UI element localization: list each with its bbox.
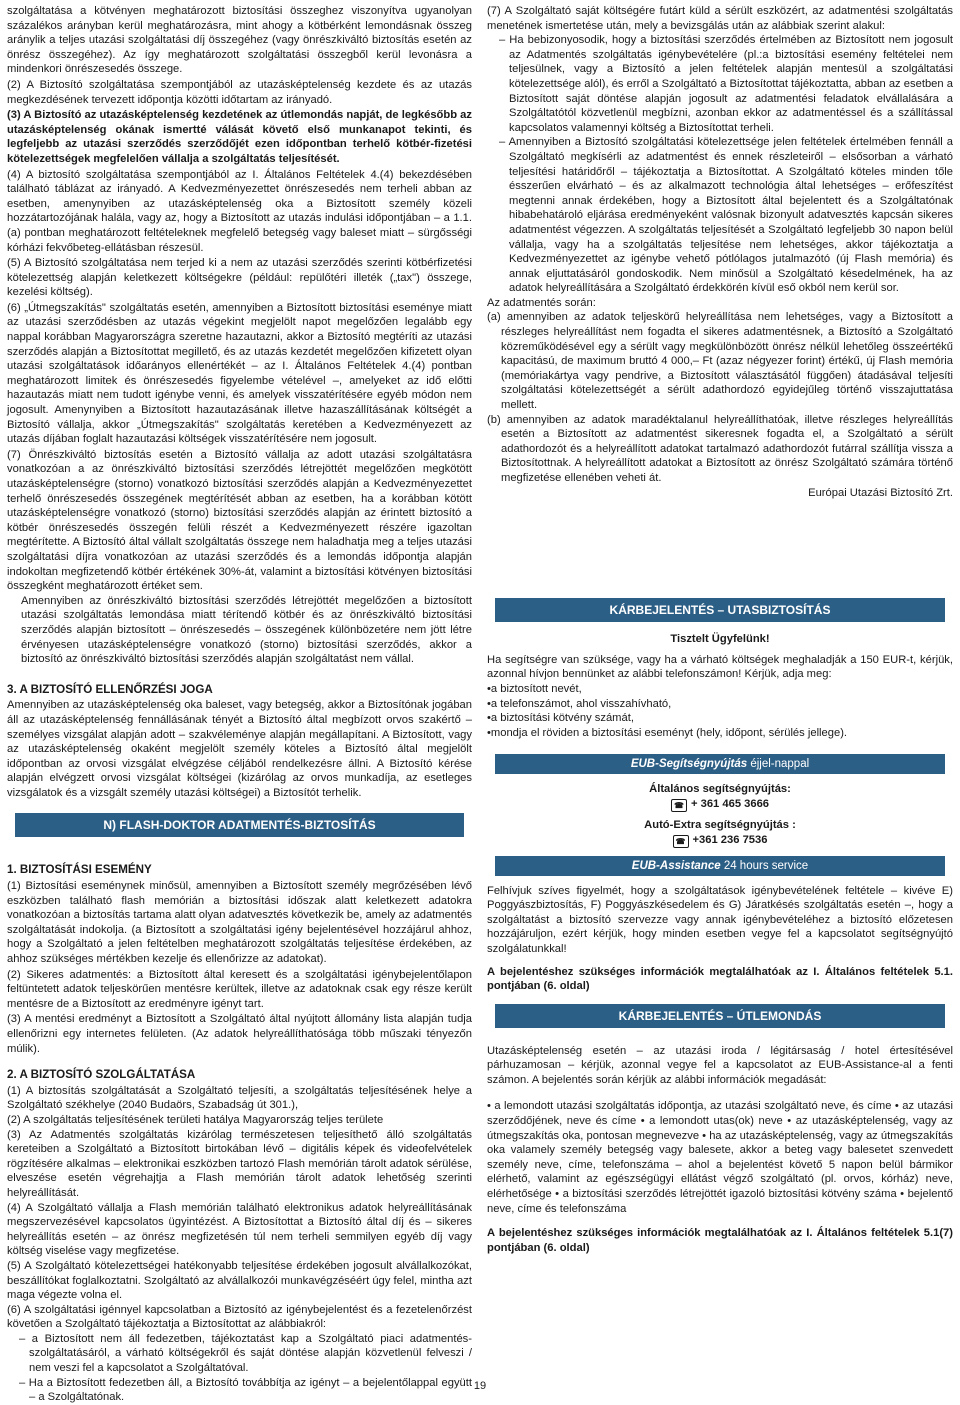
company-signature: Európai Utazási Biztosító Zrt. [808,486,953,499]
warning-paragraph: Felhívjuk szíves figyelmét, hogy a szolgáltatások igénybevételének feltétele – kivéve E) Poggyászbiztosítás, F) Poggyászkésedelem és G) Járatkésés szolgáltatás esetén –, hogy a szolgáltatást a biztosító szervezze vagy annak igénybevételéhez a biztosító előzetesen hozzájáruljon, ezért kérjük, hogy minden esetben vegye fel a kapcsolatot segítségnyújtó szolgálatunkkal! [487,884,953,955]
info-list [487,682,953,740]
paragraph: (3) A mentési eredményt a Biztosított a Szolgáltató által nyújtott állomány lista alapján tudja ellenőrizni egy internetes felületen. (Az adatok helyreállíthatósága több műszaki tényezőn múlik). [7,1013,472,1055]
right-column [487,4,953,1255]
info-list: • a lemondott utazási szolgáltatás időpontja, az utazási szolgáltató neve, és címe • az utazási szerződőjének, neve és címe • a lemondott utas(ok) neve • az utazásképtelenség, vagy az útmegszakítás oka, pontosan megnevezve • ha az utazásképtelenség, vagy az útmegszakítás oka valamely személy betegség vagy balesete, akkor a beteg vagy balesetet szenvedett személy neve, címe, telefonszáma – ahol a bejelentést követő 5 napon belül bármikor elérhető, valamint az egészségügyi ellátást végző szolgáltató (pl. orvos, kórház) neve, elérhetősége • a biztosítási szerződés létrejöttét igazoló biztosítási kötvény száma • bejelentő neve, címe és telefonszáma [487,1100,953,1215]
info-reference: A bejelentéshez szükséges információk megtalálhatóak az I. Általános feltételek 5.1. pontjában (6. oldal) [487,965,953,993]
paragraph: Ha segítségre van szüksége, vagy ha a várható költségek meghaladják a 150 EUR-t, kérjük, azonnal hívjon bennünket az alábbi telefonszámon! Kérjük, adja meg: [487,653,953,681]
left-column [7,4,472,1405]
section-banner: N) FLASH-DOKTOR ADATMENTÉS-BIZTOSÍTÁS [15,813,464,837]
paragraph: (5) A Szolgáltató kötelezettségei hatékonyabb teljesítése érdekében jogosult alvállalkozókat, beszállítókat foglalkoztatni. Szolgáltató az alvállalkozói munkavégzéséért úgy felel, mintha azt maga végezte volna el. [7,1259,472,1302]
service-hours: éjjel-nappal [747,758,810,771]
phone-number[interactable]: +361 236 7536 [692,833,768,846]
service-name: EUB-Segítségnyújtás [630,758,748,771]
paragraph: (1) A biztosítás szolgáltatását a Szolgáltató teljesíti, a szolgáltatás teljesítésének helye a Szolgáltató székhelye (2040 Budaörs, Szabadság út 301.), [7,1084,472,1112]
list-item: – Amennyiben a Biztosító szolgáltatási kötelezettsége jelen feltételek értelmében fennáll a Szolgáltató megkísérli az adatmentést és ennek részleteiről – elsősorban a várható teljesítési határidőről – tájékoztatja a Biztosítottat. A Szolgáltató köteles minden tőle ésszerűen elvárható – és az alkalmazott technológia által lehetséges – erőfeszítést megtenni annak érdekében, hogy a Biztosított által bejelentett és a Szolgáltatónak hibabehatároló eljárása eredményeként valósnak bizonyult adatvesztés kapcsán sikeres adatmentést végezzen. A szolgáltatás teljesítését a Szolgáltató legfeljebb 30 napon belül vállalja, vagy ha a szolgáltatás teljesítése nem lehetséges, akkor tájékoztatja a Kedvezményezettet az igénybe vehető pótlólagos jutalmazótó (új Flash memória) és annak eljuttatásáról gondoskodik. Nem minősül a Szolgáltató késedelmének, ha az adatok helyreállítására a Szolgáltató érdekkörén kívül eső okból nem kerül sor. [499,136,953,295]
paragraph: Amennyiben az önrészkiváltó biztosítási szerződés létrejöttét megelőzően a biztosított utazási szolgáltatás lemondása miatt térítendő kötbér és az önrészkiváltó biztosítási szerződés alapján biztosított – önrészesedés – összegének különbözetére nem jött létre érvényesen utazásképtelenségre vonatkozó (storno) biztosítási szerződés, akkor a biztosító az önrészkiváltó biztosítási szerződés alapján szolgáltatást nem vállal. [21,594,472,666]
list-item: • mondja el röviden a biztosítási eseményt (hely, időpont, sérülés jellege). [487,726,953,741]
list-item: • a telefonszámot, ahol visszahívható, [487,697,953,712]
service-name: EUB-Assistance [631,859,721,872]
paragraph: szolgáltatása a kötvényen meghatározott biztosítási összeghez viszonyítva ugyanolyan százalékos arányban kerül meghatározásra, mint ahogy a kötbérként lemondásnak összeg aránylik a teljes utazási szolgáltatási díj összegéhez (vagy önrészkiváltó biztosítás esetén az önrész összegéhez). Az így meghatározott szolgáltatási összegből kerül levonásra a mindenkori önrészesedés összege. [7,5,472,76]
phone-line [487,797,953,812]
section-heading: 3. A BIZTOSÍTÓ ELLENŐRZÉSI JOGA [7,682,213,696]
page-number: 19 [473,1380,487,1392]
section-banner: KÁRBEJELENTÉS – UTASBIZTOSÍTÁS [495,598,945,622]
section-heading: 2. A BIZTOSÍTÓ SZOLGÁLTATÁSA [7,1068,196,1082]
phone-label: Általános segítségnyújtás: [649,783,791,796]
paragraph: (1) Biztosítási eseménynek minősül, amennyiben a Biztosított személy megrőzésében lévő eszközben található flash memórián a biztosítási időszak alatt keletkezett adatokra vonatkozóan a biztosítás tartama alatt olyan adatvesztés következik be, amely az adatmentés szolgáltatását indokolja. (a Biztosított a szolgáltatási igény bejelentésével hozzájárul ahhoz, hogy a Szolgáltató a jelen feltételben meghatározott szolgáltatás teljesítése érdekében, az ahhoz szükséges mértékben kezelje és ellenőrizze az adatokat). [7,880,472,966]
info-reference: A bejelentéshez szükséges információk megtalálhatóak az I. Általános feltételek 5.1(7) pontjában (6. oldal) [487,1227,953,1254]
list-item: – Ha a Biztosított fedezetben áll, a Biztosító továbbítja az igényt – a bejelentőlappal együtt – a Szolgáltatónak. [19,1376,472,1404]
paragraph: (7) A Szolgáltató saját költségére futárt küld a sérült eszközért, az adatmentési szolgáltatás menetének ismertetése után, mely a bevizsgálás után az alábbiak szerint alakul: [487,5,953,32]
greeting: Tisztelt Ügyfelünk! [670,633,770,646]
phone-line [487,833,953,848]
phone-label: Autó-Extra segítségnyújtás : [644,818,796,831]
paragraph: (2) Sikeres adatmentés: a Biztosított által keresett és a szolgáltatási igénybejelentőlapon feltüntetett adatok teljeskörűen mentésre kerültek, illetve az adatoknak csak egy része került mentésre de a Biztosított az eredményre igényt tart. [7,968,472,1010]
telephone-icon: ☎ [673,835,689,848]
list-item: (b) amennyiben az adatok maradéktalanul helyreállíthatóak, illetve részleges helyreállítás esetén a Biztosított az adatmentést sikeresnek fogadta el, a Szolgáltató a sérült adathordozót és a helyreállított adatokat tartalmazó adathordozót futárral szállítja vissza a Biztosítottnak. A helyreállított adatokat a Biztosított az önrész Szolgáltató számára történő megfizetése ellenében veheti át. [487,413,953,484]
paragraph: (3) Az Adatmentés szolgáltatás kizárólag természetesen teljesíthető álló szolgáltatás kereteiben a Szolgáltató a Biztosított birtokában lévő – digitális képek és videofelvételek rögzítésére alkalmas – elektronikai eszközben tartozó Flash memórián tárolt adatok sérülése, elveszése esetén végrehajtja a Flash memórián tárolt adatok lehetőség szerinti helyreállítását. [7,1128,472,1199]
list-item: • a biztosítási kötvény számát, [487,711,953,726]
phone-number[interactable]: + 361 465 3666 [690,797,770,810]
paragraph: (2) A szolgáltatás teljesítésének területi hatálya Magyarország teljes területe [7,1113,384,1126]
paragraph: (4) A biztosító szolgáltatása szempontjából az I. Általános Feltételek 4.(4) bekezdésében található táblázat az irányadó. A Kedvezményezettet önrészesedés nem terheli abban az esetben, amenynyiben az utazásképtelenség oka a Biztosított személy közeli hozzátartozójának halála, vagy az, hogy a Biztosított az utazás indulási időpontjában – a 1.1.(a) pontban meghatározott feltételeknek megfelelő betegség vagy baleset miatt – sürgősségi kórházi fekvőbeteg-ellátásban részesül. [7,168,472,254]
paragraph: (2) A Biztosító szolgáltatása szempontjából az utazásképtelenség kezdete és az utazás megkezdésének tervezett időpontja közötti időtartam az irányadó. [7,78,472,106]
paragraph: Az adatmentés során: [487,296,596,309]
telephone-icon: ☎ [671,799,687,812]
paragraph: (6) „Útmegszakítás" szolgáltatás esetén, amennyiben a Biztosított biztosítási eseménye miatt az utazási szerződésben az utazás végekint megjelölt napot megelőzően legalább egy nappal korábban Magyarországra szeretne hazautazni, akkor a Biztosító megtéríti az utazási szerződés alapján a Biztosítottat megillető, és az utazás kezdetét megelőzően kifizetett olyan utazási szolgáltatások időarányos ellenértékét – az I. Általános Feltételek 4.(4) pontban meghatározott limitek és önrészesedés figyelembe vételével –, amelyeket az idő előtti hazautazás miatt nem tudott igénybe venni, és amelyek visszatérítésére egyéb módon nem jogosult. Amenynyiben a Biztosított hazautazásának illetve hazaszállításának költségét a Biztosító vállalja, akkor „Útmegszakítás" szolgáltatás keretében a Kedvezményezett az utazás díjában foglalt hazautazási költségek visszatérítésére nem jogosult. [7,301,472,446]
service-banner [495,754,945,774]
list-item: • a biztosított nevét, [487,682,953,697]
list-item: (a) amennyiben az adatok teljeskörű helyreállítása nem lehetséges, vagy a Biztosított a részleges helyreállítást nem fogadta el sikeres adatmentésnek, a Biztosító a Szolgáltató közreműködésével egy a sérült vagy megkülönbözött önrész nélkül lehetőleg összeértékű kapacitású, de maximum bruttó 4 000,– Ft (azaz négyezer forint) értékű, új Flash memória (memóriakártya vagy pendrive, a Biztosított választásától függően) átadásával teljesíti szolgáltatási kötelezettségét a sérült adathordozó egyidejűleg történő visszajuttatása mellett. [487,311,953,412]
service-banner [495,856,945,876]
service-hours: 24 hours service [720,859,809,872]
paragraph: Amennyiben az utazásképtelenség oka baleset, vagy betegség, akkor a Biztosítónak jogában áll az utazásképtelenség fennállásának tényét a Biztosító által megbízott orvos szakértő – személyes vizsgálat alapján adott – szakvéleménye alapján megállapítani. A Biztosított, vagy az utazásképtelenség okaként megjelölt személy köteles a Biztosító által megjelölt időpontban az orvosi vizsgálat elvégzése céljából rendelkezésre állni. A Biztosító kérése alapján elvégzett orvosi vizsgálat költségei (kizárólag az orvos munkadíja, az esetleges vizsgálatok és a vizsgált személy utazási költségei) a Biztosítót terhelik. [7,699,472,799]
paragraph: (6) A szolgáltatási igénnyel kapcsolatban a Biztosító az igénybejelentést és a fezetelenőrzést követően a Szolgáltató tájékoztatja a Biztosítottat az alábbiakról: [7,1303,472,1331]
section-heading: 1. BIZTOSÍTÁSI ESEMÉNY [7,863,152,877]
paragraph: (3) A Biztosító az utazásképtelenség kezdetének az útlemondás napját, de legkésőbb az utazásképtelenség okának ismertté válását követő első munkanapot tekinti, és legfeljebb az utazási szerződés szerződőjét ezen időpontban terhelő kötbér-fizetési kötelezettségek megfelelően vállalja a szolgáltatás teljesítését. [7,109,472,165]
paragraph: (4) A Szolgáltató vállalja a Flash memórián található elektronikus adatok helyreállításának megszervezésével kapcsolatos ügyintézést. A Biztosítottat a Biztosító által díj és – sikeres helyreállítás esetén – az önrész megfizetésén túl nem terheli semmilyen egyéb díj vagy költség viselése vagy megfizetése. [7,1201,472,1258]
paragraph: Utazásképtelenség esetén – az utazási iroda / légitársaság / hotel értesítésével párhuzamosan – kérjük, azonnal vegye fel a kapcsolatot az EUB-Assistance-al a fenti számon. A bejelentés során kérjük az alábbi információk megadását: [487,1044,953,1086]
list-item: – Ha bebizonyosodik, hogy a biztosítási szerződés értelmében az Biztosított nem jogosult az Adatmentés szolgáltatás igénybevételére (pl.:a biztosítási esemény feltételei nem teljesülnek, vagy a Biztosító a jelen feltételek alapján mentesül a szolgáltatási kötelezettsége alól), és erről a Szolgáltató a Biztosítottat tájékoztatta, abban az esetben a Biztosított saját döntése alapján jogosult az adatmentési feladatok elvállalására a Szolgáltatótól közvetlenül megbízni, azonban ekkor az adatmentéssel és a szállítással kapcsolatos valamennyi költség a Biztosítottat terheli. [499,34,953,134]
paragraph: (5) A Biztosító szolgáltatása nem terjed ki a nem az utazási szerződés szerinti kötbérfizetési kötelezettség alapján keletkezett költségekre (például: repülőtéri illeték („tax") összege, kezelési költség). [7,257,472,299]
section-banner: KÁRBEJELENTÉS – ÚTLEMONDÁS [495,1004,945,1028]
list-item: – a Biztosított nem áll fedezetben, tájékoztatást kap a Szolgáltató piaci adatmentés-szolgáltatásáról, a várható költségekről és saját döntése alapján közvetlenül felveszi / nem veszi fel a kapcsolatot a Szolgáltatóval. [19,1332,472,1375]
paragraph: (7) Önrészkiváltó biztosítás esetén a Biztosító vállalja az adott utazási szolgáltatásra vonatkozóan a az önrészkiváltó biztosítási szerződés létrejöttét megelőzően megkötött utazásképtelenségre (storno) vonatkozó biztosítási szerződés alapján a Kedvezményezettet terhelő önrészesedés összegének megtérítését abban az esetben, ha a korábban kötött utazásképtelenségre vonatkozó (storno) biztosítási szerződés alapján az érintett biztosító a kötbér önrészesedés összegén felüli részét a Kedvezményezett részére igazoltan megtérítette. A Biztosító által vállalt szolgáltatás összege nem haladhatja meg a teljes utazási szolgáltatási díjra vonatkozóan az utazási szerződés és a lemondás időpontja alapján indokoltan megfizetendő kötbér értékének 30%-át, valamint a biztosítási kötvényen biztosítási összegként meghatározott értéket sem. [7,448,472,593]
